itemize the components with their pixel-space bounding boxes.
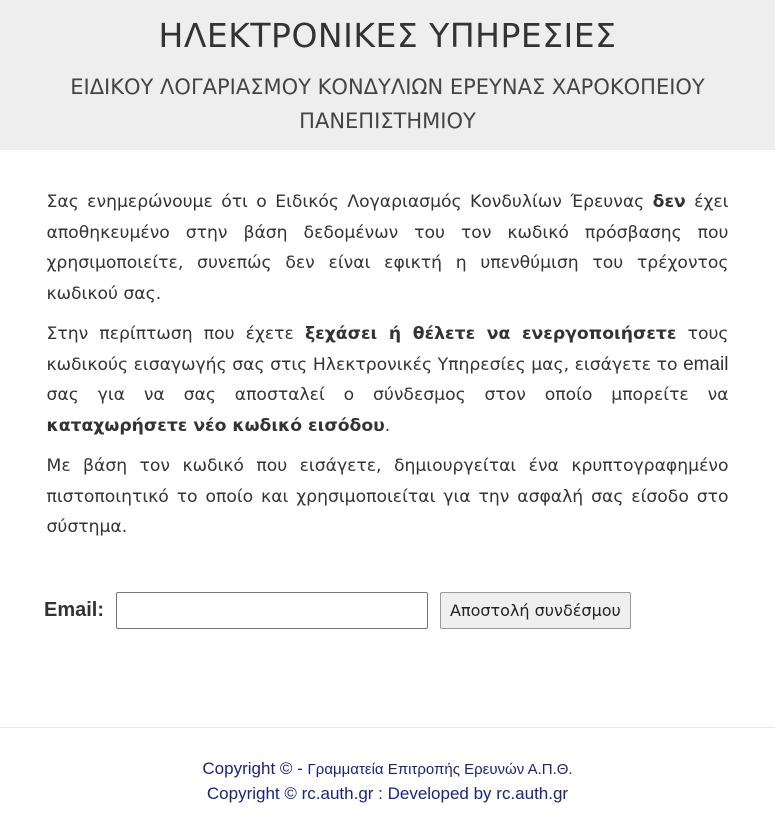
p2-email-word: email	[683, 353, 729, 375]
footer-copyright-prefix: Copyright © -	[202, 759, 308, 778]
p2-text-after: .	[384, 415, 391, 436]
page-subtitle: ΕΙΔΙΚΟΥ ΛΟΓΑΡΙΑΣΜΟΥ ΚΟΝΔΥΛΙΩΝ ΕΡΕΥΝΑΣ ΧΑΡΟΚΟΠΕΙΟΥ ΠΑΝΕΠΙΣΤΗΜΙΟΥ	[70, 75, 705, 133]
p2-bold-1: ξεχάσει ή θέλετε να ενεργοποιήσετε	[304, 324, 677, 344]
p2-text-middle: τους κωδικούς εισαγωγής σας στις Ηλεκτρονικές Υπηρεσίες μας, εισάγετε το	[46, 324, 729, 375]
p2-bold-2: καταχωρήσετε νέο κωδικό εισόδου	[46, 415, 385, 436]
info-paragraph-1	[47, 187, 729, 309]
send-link-button[interactable]: Αποστολή συνδέσμου	[440, 592, 631, 629]
info-paragraph-2	[47, 319, 729, 441]
p2-text-before: Στην περίπτωση που έχετε	[46, 324, 305, 344]
info-content	[47, 187, 729, 543]
p1-bold: δεν	[652, 192, 686, 212]
page-footer	[0, 727, 775, 815]
email-input[interactable]	[116, 592, 428, 629]
p2-text-middle-2: σας για να σας αποσταλεί ο σύνδεσμος στον οποίο μπορείτε να	[46, 385, 729, 405]
page-title: ΗΛΕΚΤΡΟΝΙΚΕΣ ΥΠΗΡΕΣΙΕΣ	[158, 16, 617, 55]
info-paragraph-3: Με βάση τον κωδικό που εισάγετε, δημιουργείται ένα κρυπτογραφημένο πιστοποιητικό το οποίο και χρησιμοποιείται για την ασφαλή σας είσοδο στο σύστημα.	[46, 456, 729, 537]
footer-line-1	[0, 757, 775, 782]
page-header	[0, 0, 775, 150]
footer-org-name: Γραμματεία Επιτροπής Ερευνών Α.Π.Θ.	[307, 761, 573, 778]
footer-line-2: Copyright © rc.auth.gr : Developed by rc.auth.gr	[206, 784, 569, 803]
email-form	[44, 591, 631, 629]
p1-text-after: έχει αποθηκευμένο στην βάση δεδομένων του τον κωδικό πρόσβασης που χρησιμοποιείτε, συνεπώς δεν είναι εφικτή η υπενθύμιση του τρέχοντος κωδικού σας.	[46, 192, 729, 304]
p1-text-before: Σας ενημερώνουμε ότι ο Ειδικός Λογαριασμός Κονδυλίων Έρευνας	[46, 192, 653, 212]
email-label: Email:	[44, 598, 105, 621]
